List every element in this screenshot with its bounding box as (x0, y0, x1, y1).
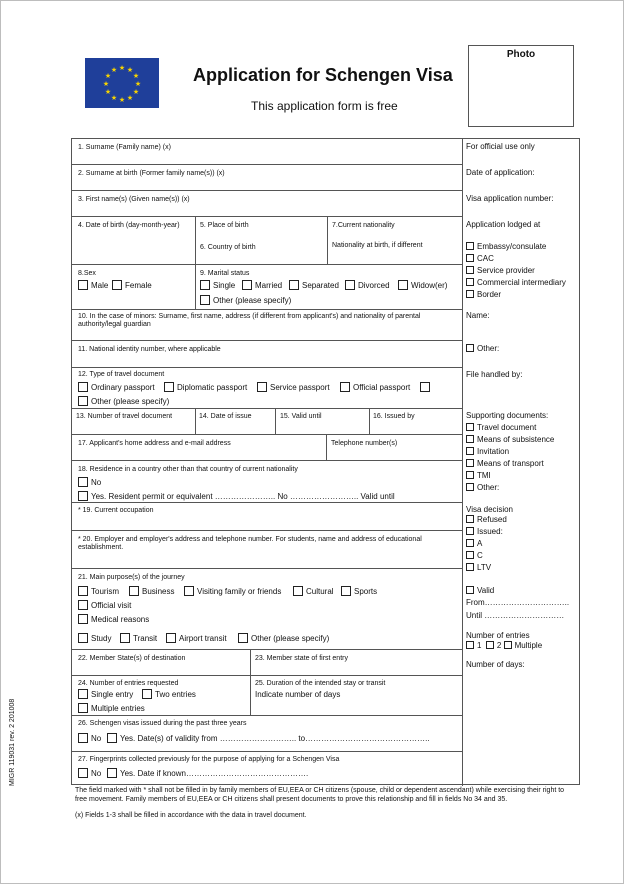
official-valid-option[interactable]: Valid (466, 586, 494, 596)
svg-text:★: ★ (134, 80, 142, 88)
field-8 (72, 265, 196, 309)
support-subsistence-option[interactable]: Means of subsistence (466, 435, 554, 445)
field-24-label: 24. Number of entries requested (78, 680, 179, 687)
field-3-label: 3. First name(s) (Given name(s)) (x) (78, 196, 190, 203)
residence-no-option[interactable]: No (78, 477, 101, 488)
field-25b-label: Indicate number of days (255, 690, 341, 699)
field-7-label: 7.Current nationality (332, 222, 395, 229)
field-20[interactable] (72, 531, 463, 569)
purpose-tourism-option[interactable]: Tourism (78, 586, 119, 597)
marital-widow-option[interactable]: Widow(er) (398, 280, 447, 291)
residence-yes-option[interactable]: Yes. Resident permit or equivalent ………………….. No …………………….. Valid until (78, 491, 395, 502)
form-title: Application for Schengen Visa (193, 65, 453, 85)
official-heading: For official use only (466, 142, 535, 151)
official-entries-label: Number of entries (466, 631, 530, 640)
official-valid-until: Until ………………………… (466, 611, 565, 620)
row-22-23 (72, 650, 463, 676)
field-1[interactable] (72, 139, 463, 165)
svg-text:★: ★ (110, 94, 118, 102)
field-14[interactable] (196, 409, 276, 434)
field-10[interactable] (72, 310, 463, 341)
field-21 (72, 569, 463, 650)
svg-text:★: ★ (118, 64, 126, 72)
field-12 (72, 368, 463, 409)
purpose-transit-option[interactable]: Transit (120, 633, 157, 644)
purpose-medical-option[interactable]: Medical reasons (78, 614, 149, 625)
decision-c-option[interactable]: C (466, 551, 483, 561)
decision-ltv-option[interactable]: LTV (466, 563, 491, 573)
field-25[interactable] (251, 676, 463, 715)
field-2-label: 2. Surname at birth (Former family name(s)) (x) (78, 170, 225, 177)
entries-single-option[interactable]: Single entry (78, 689, 133, 700)
lodged-embassy-option[interactable]: Embassy/consulate (466, 242, 546, 252)
field-17-phone[interactable] (327, 435, 463, 460)
field-22[interactable] (72, 650, 251, 675)
field-23[interactable] (251, 650, 463, 675)
official-visa-decision: Visa decision (466, 505, 513, 514)
field-24 (72, 676, 251, 715)
marital-married-option[interactable]: Married (242, 280, 282, 291)
visas-yes-option[interactable]: Yes. Date(s) of validity from ……………………….. to……………………………………….. (107, 733, 430, 744)
decision-a-option[interactable]: A (466, 539, 482, 549)
official-use-section (464, 139, 580, 786)
sex-male-option[interactable]: Male (78, 280, 108, 291)
purpose-study-option[interactable]: Study (78, 633, 111, 644)
svg-text:★: ★ (132, 88, 140, 96)
field-1-label: 1. Surname (Family name) (x) (78, 144, 171, 151)
official-file-handled: File handled by: (466, 370, 523, 379)
form-subtitle: This application form is free (251, 99, 398, 113)
official-lodged-at: Application lodged at (466, 220, 541, 229)
row-4-7 (72, 217, 463, 265)
field-18-label: 18. Residence in a country other than that country of current nationality (78, 466, 298, 473)
field-4-label: 4. Date of birth (day-month-year) (78, 222, 180, 229)
field-16-label: 16. Issued by (373, 413, 415, 420)
entries-two-option[interactable]: Two entries (142, 689, 196, 700)
svg-text:★: ★ (132, 72, 140, 80)
footer-note-asterisk: The field marked with * shall not be filled in by family members of EU,EEA or CH citizens (spouse, child or dependent ascendant) while exercising their right to free movement. Family members of EU,EEA or CH citizens shall present documents to prove this relationship and fill in fields No 34 and 35. (75, 787, 565, 803)
field-13[interactable] (72, 409, 196, 434)
marital-other-option[interactable]: Other (please specify) (200, 295, 291, 306)
field-9-label: 9. Marital status (200, 270, 250, 277)
doc-ordinary-option[interactable]: Ordinary passport (78, 382, 155, 393)
row-13-16 (72, 409, 463, 435)
field-23-label: 23. Member state of first entry (255, 655, 348, 662)
support-other-option[interactable]: Other: (466, 483, 499, 493)
marital-single-option[interactable]: Single (200, 280, 235, 291)
eu-flag-icon (85, 58, 159, 108)
purpose-official-option[interactable]: Official visit (78, 600, 131, 611)
field-26-label: 26. Schengen visas issued during the past three years (78, 720, 247, 727)
field-15[interactable] (276, 409, 370, 434)
purpose-cultural-option[interactable]: Cultural (293, 586, 334, 597)
field-16[interactable] (370, 409, 463, 434)
field-14-label: 14. Date of issue (199, 413, 252, 420)
support-travel-doc-option[interactable]: Travel document (466, 423, 536, 433)
support-invitation-option[interactable]: Invitation (466, 447, 509, 457)
field-12-label: 12. Type of travel document (78, 371, 165, 378)
fingerprints-yes-option[interactable]: Yes. Date if known………………………………………. (107, 768, 308, 779)
field-2[interactable] (72, 165, 463, 191)
doc-blank-option[interactable] (420, 382, 433, 393)
field-15-label: 15. Valid until (280, 413, 322, 420)
official-date-application: Date of application: (466, 168, 535, 177)
purpose-family-option[interactable]: Visiting family or friends (184, 586, 281, 597)
field-25-label: 25. Duration of the intended stay or transit (255, 680, 386, 687)
field-18 (72, 461, 463, 503)
photo-box[interactable] (468, 45, 574, 127)
support-transport-option[interactable]: Means of transport (466, 459, 544, 469)
lodged-commercial-option[interactable]: Commercial intermediary (466, 278, 566, 288)
field-17b-label: Telephone number(s) (331, 440, 398, 447)
doc-diplomatic-option[interactable]: Diplomatic passport (164, 382, 247, 393)
entries-multiple-checkbox[interactable] (504, 641, 512, 649)
footer-note-x: (x) Fields 1-3 shall be filled in accordance with the data in travel document. (75, 812, 307, 819)
application-form (71, 138, 580, 785)
form-margin-code: MIGR 119031 rev. 2 201008 (9, 698, 16, 786)
photo-label: Photo (506, 49, 536, 60)
svg-text:★: ★ (118, 96, 126, 104)
field-11-label: 11. National identity number, where applicable (78, 346, 221, 353)
visas-no-option[interactable]: No (78, 733, 101, 744)
sex-female-option[interactable]: Female (112, 280, 152, 291)
field-11[interactable] (72, 341, 463, 368)
field-4[interactable] (72, 217, 196, 264)
entries-multiple-option[interactable]: Multiple entries (78, 703, 145, 714)
checkbox[interactable] (78, 280, 88, 290)
decision-refused-option[interactable]: Refused (466, 515, 507, 525)
field-8-label: 8.Sex (78, 270, 96, 277)
entries-1-checkbox[interactable] (466, 641, 474, 649)
lodged-service-provider-option[interactable]: Service provider (466, 266, 535, 276)
field-19-label: * 19. Current occupation (78, 507, 154, 514)
svg-text:★: ★ (102, 80, 110, 88)
row-24-25 (72, 676, 463, 716)
svg-text:★: ★ (110, 66, 118, 74)
row-17 (72, 435, 463, 461)
purpose-sports-option[interactable]: Sports (341, 586, 377, 597)
purpose-other-option[interactable]: Other (please specify) (238, 633, 329, 644)
field-7[interactable] (328, 217, 463, 264)
row-8-9 (72, 265, 463, 310)
field-21-label: 21. Main purpose(s) of the journey (78, 574, 185, 581)
field-17-label: 17. Applicant's home address and e-mail address (78, 440, 231, 447)
official-application-number: Visa application number: (466, 194, 554, 203)
field-10-label: 10. In the case of minors: Surname, first name, address (if different from applicant's) and nationality of parental authority/legal guardian (78, 313, 421, 328)
field-3[interactable] (72, 191, 463, 217)
svg-text:★: ★ (104, 88, 112, 96)
lodged-border-option[interactable]: Border (466, 290, 501, 300)
field-5-6[interactable] (196, 217, 328, 264)
field-27 (72, 752, 463, 786)
official-number-of-days: Number of days: (466, 660, 525, 669)
marital-divorced-option[interactable]: Divorced (345, 280, 390, 291)
field-19[interactable] (72, 503, 463, 531)
official-supporting-docs: Supporting documents: (466, 411, 549, 420)
field-9 (196, 265, 463, 309)
doc-official-option[interactable]: Official passport (340, 382, 410, 393)
marital-separated-option[interactable]: Separated (289, 280, 339, 291)
purpose-business-option[interactable]: Business (129, 586, 174, 597)
field-5-label: 5. Place of birth (200, 222, 249, 229)
svg-text:★: ★ (126, 66, 134, 74)
svg-text:★: ★ (126, 94, 134, 102)
checkbox[interactable] (112, 280, 122, 290)
support-tmi-option[interactable]: TMI (466, 471, 491, 481)
decision-issued-option[interactable]: Issued: (466, 527, 503, 537)
field-26 (72, 716, 463, 752)
lodged-cac-option[interactable]: CAC (466, 254, 494, 264)
applicant-section (72, 139, 463, 786)
field-27-label: 27. Fingerprints collected previously for the purpose of applying for a Schengen Visa (78, 756, 340, 763)
official-other-option[interactable]: Other: (466, 344, 499, 354)
purpose-airport-transit-option[interactable]: Airport transit (166, 633, 227, 644)
official-entries-options: 1 2 Multiple (466, 641, 542, 651)
doc-service-option[interactable]: Service passport (257, 382, 330, 393)
doc-other-option[interactable]: Other (please specify) (78, 396, 169, 407)
field-17[interactable] (72, 435, 327, 460)
field-13-label: 13. Number of travel document (76, 413, 173, 420)
svg-text:★: ★ (104, 72, 112, 80)
field-6-label: 6. Country of birth (200, 244, 256, 251)
fingerprints-no-option[interactable]: No (78, 768, 101, 779)
official-valid-from: From………………………….. (466, 598, 570, 607)
field-7b-label: Nationality at birth, if different (332, 242, 423, 249)
field-20-label: * 20. Employer and employer's address and telephone number. For students, name and address of educational establishment. (78, 536, 422, 551)
entries-2-checkbox[interactable] (486, 641, 494, 649)
field-22-label: 22. Member State(s) of destination (78, 655, 186, 662)
official-name: Name: (466, 311, 490, 320)
